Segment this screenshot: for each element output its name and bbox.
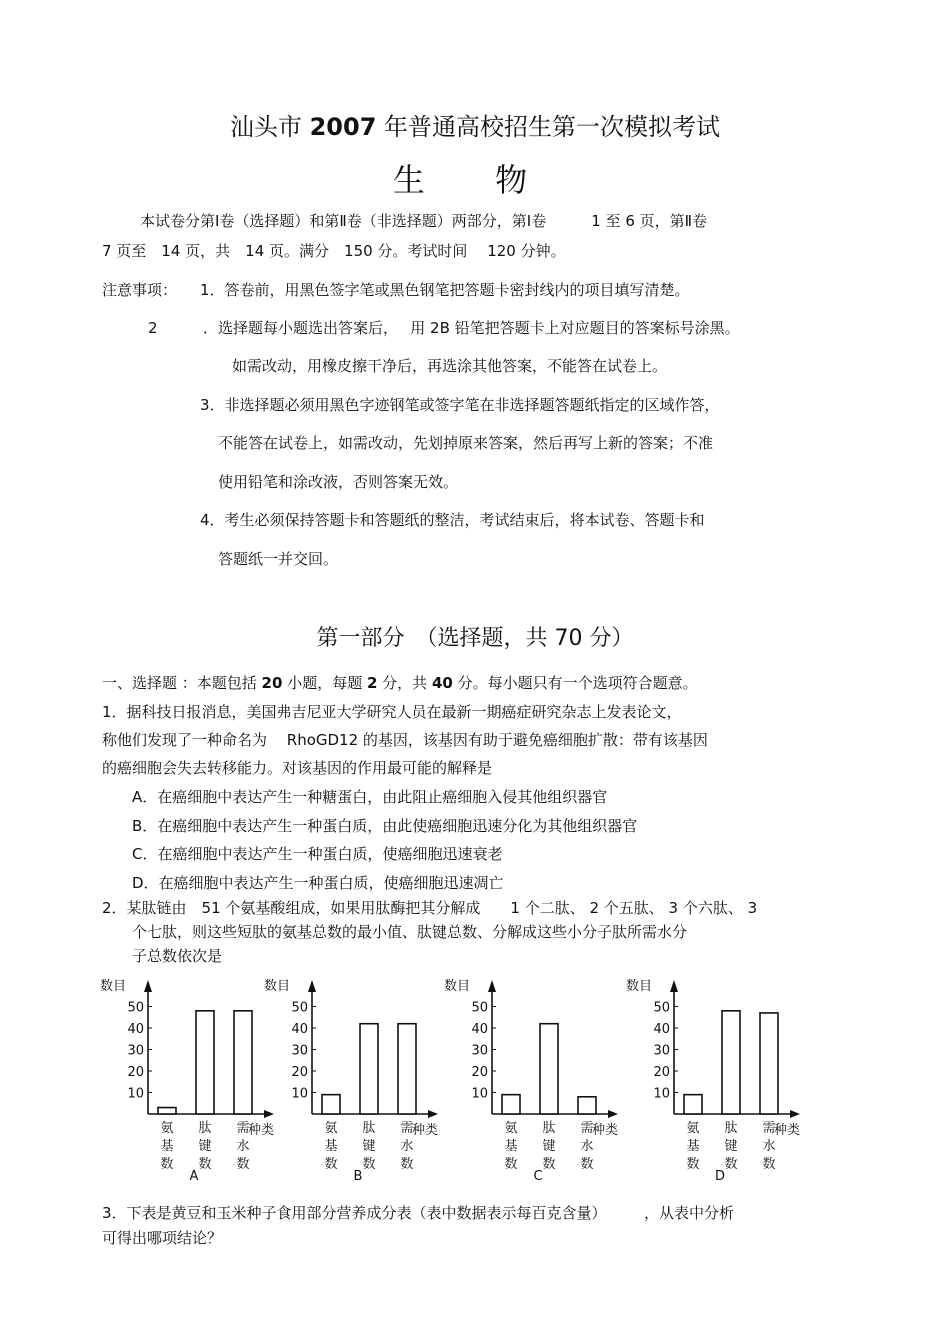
instr-points-total: 40 bbox=[431, 674, 453, 692]
chart-svg bbox=[624, 972, 824, 1182]
y-tick-label: 50 bbox=[471, 1000, 488, 1016]
x-tick-label: 肽键数 bbox=[724, 1121, 738, 1172]
y-tick-label: 20 bbox=[471, 1065, 488, 1080]
y-tick-label: 30 bbox=[291, 1043, 308, 1059]
note-1: 1．答卷前，用黑色签字笔或黑色钢笔把答题卡密封线内的项目填写清楚。 bbox=[200, 281, 690, 299]
bar bbox=[322, 1095, 340, 1114]
bar bbox=[760, 1013, 778, 1114]
y-tick-label: 40 bbox=[291, 1022, 308, 1037]
y-tick-label: 10 bbox=[291, 1086, 308, 1102]
q2-stem-3: 子总数依次是 bbox=[132, 947, 223, 965]
note-3: 3．非选择题必须用黑色字迹钢笔或签字笔在非选择题答题纸指定的区域作答， bbox=[200, 396, 720, 414]
y-tick-label: 10 bbox=[471, 1086, 488, 1102]
y-axis-label: 数目 bbox=[264, 979, 291, 994]
chart-c bbox=[442, 972, 642, 1182]
y-tick-label: 10 bbox=[127, 1086, 144, 1102]
x-axis-label: 种类 bbox=[412, 1123, 439, 1138]
y-tick-label: 40 bbox=[471, 1022, 488, 1037]
chart-caption: B bbox=[353, 1169, 363, 1184]
bar bbox=[684, 1095, 702, 1114]
y-axis-arrow bbox=[308, 980, 316, 992]
x-axis-arrow bbox=[608, 1110, 618, 1118]
bar bbox=[158, 1108, 176, 1114]
x-tick-label: 肽键数 bbox=[542, 1121, 556, 1172]
q1-stem-3: 的癌细胞会失去转移能力。对该基因的作用最可能的解释是 bbox=[102, 759, 493, 777]
chart-caption: C bbox=[533, 1169, 543, 1184]
note-2: ．选择题每小题选出答案后， 用 2B 铅笔把答题卡上对应题目的答案标号涂黑。 bbox=[203, 319, 740, 337]
bar bbox=[722, 1011, 740, 1114]
y-axis-label: 数目 bbox=[626, 979, 653, 994]
y-tick-label: 30 bbox=[127, 1043, 144, 1059]
chart-d bbox=[624, 972, 824, 1182]
bar bbox=[398, 1024, 416, 1114]
note-3-cont-1: 不能答在试卷上，如需改动，先划掉原来答案，然后再写上新的答案；不准 bbox=[218, 434, 714, 452]
x-tick-label: 肽键数 bbox=[198, 1121, 212, 1172]
q1-stem-1: 1．据科技日报消息，美国弗吉尼亚大学研究人员在最新一期癌症研究杂志上发表论文， bbox=[102, 703, 682, 721]
y-tick-label: 50 bbox=[653, 1000, 670, 1016]
note-2-number: 2 bbox=[148, 319, 158, 337]
instr-part-c: 分，共 bbox=[377, 674, 432, 692]
note-4: 4．考生必须保持答题卡和答题纸的整洁，考试结束后，将本试卷、答题卡和 bbox=[200, 511, 705, 529]
y-tick-label: 40 bbox=[127, 1022, 144, 1037]
exam-title bbox=[0, 112, 950, 142]
exam-title-city: 汕头市 bbox=[229, 113, 302, 141]
instr-part-d: 分。每小题只有一个选项符合题意。 bbox=[452, 674, 698, 692]
y-tick-label: 50 bbox=[291, 1000, 308, 1016]
x-tick-label: 需水数 bbox=[400, 1121, 414, 1172]
x-tick-label: 需水数 bbox=[762, 1121, 776, 1172]
y-tick-label: 30 bbox=[471, 1043, 488, 1059]
x-tick-label: 氨基数 bbox=[324, 1121, 338, 1172]
bar bbox=[234, 1011, 252, 1114]
q1-option-a: A．在癌细胞中表达产生一种糖蛋白，由此阻止癌细胞入侵其他组织器官 bbox=[132, 788, 608, 806]
x-axis-arrow bbox=[790, 1110, 800, 1118]
bar bbox=[360, 1024, 378, 1114]
y-axis-label: 数目 bbox=[444, 979, 471, 994]
intro-line-2: 7 页至 14 页，共 14 页。满分 150 分。考试时间 120 分钟。 bbox=[102, 242, 566, 260]
chart-svg bbox=[262, 972, 462, 1182]
notes-label: 注意事项： bbox=[102, 281, 178, 299]
instr-question-count: 20 bbox=[261, 674, 283, 692]
x-tick-label: 氨基数 bbox=[686, 1121, 700, 1172]
bar bbox=[502, 1095, 520, 1114]
q2-stem-1: 2．某肽链由 51 个氨基酸组成，如果用肽酶把其分解成 1 个二肽、 2 个五肽、 3 个六肽、 3 bbox=[102, 899, 758, 917]
y-axis-label: 数目 bbox=[100, 979, 127, 994]
x-axis-label: 种类 bbox=[592, 1123, 619, 1138]
y-tick-label: 20 bbox=[291, 1065, 308, 1080]
chart-caption: A bbox=[189, 1169, 199, 1184]
note-4-cont: 答题纸一并交回。 bbox=[218, 550, 339, 568]
section-instructions bbox=[102, 673, 698, 693]
x-tick-label: 肽键数 bbox=[362, 1121, 376, 1172]
instr-part-b: 小题，每题 bbox=[282, 674, 367, 692]
chart-b bbox=[262, 972, 462, 1182]
intro-line-1: 本试卷分第Ⅰ卷（选择题）和第Ⅱ卷（非选择题）两部分，第Ⅰ卷 1 至 6 页，第Ⅱ卷 bbox=[140, 212, 708, 230]
chart-caption: D bbox=[714, 1169, 726, 1184]
y-tick-label: 20 bbox=[127, 1065, 144, 1080]
y-tick-label: 50 bbox=[127, 1000, 144, 1016]
q1-option-b: B．在癌细胞中表达产生一种蛋白质，由此使癌细胞迅速分化为其他组织器官 bbox=[132, 817, 638, 835]
y-axis-arrow bbox=[670, 980, 678, 992]
note-2-cont: 如需改动，用橡皮擦干净后，再选涂其他答案，不能答在试卷上。 bbox=[232, 357, 668, 375]
x-axis-label: 种类 bbox=[248, 1123, 275, 1138]
bar bbox=[540, 1024, 558, 1114]
q1-option-c: C．在癌细胞中表达产生一种蛋白质，使癌细胞迅速衰老 bbox=[132, 845, 503, 863]
q2-stem-2: 个七肽，则这些短肽的氨基总数的最小值、肽键总数、分解成这些小分子肽所需水分 bbox=[132, 923, 688, 941]
y-axis-arrow bbox=[488, 980, 496, 992]
exam-title-year: 2007 bbox=[309, 113, 377, 141]
instr-points-each: 2 bbox=[366, 674, 378, 692]
y-tick-label: 40 bbox=[653, 1022, 670, 1037]
subject-title: 生 物 bbox=[392, 161, 558, 199]
bar bbox=[578, 1097, 596, 1114]
section-title: 第一部分 （选择题，共 70 分） bbox=[316, 626, 634, 651]
bar bbox=[196, 1011, 214, 1114]
y-axis-arrow bbox=[144, 980, 152, 992]
q1-stem-2: 称他们发现了一种命名为 RhoGD12 的基因，该基因有助于避免癌细胞扩散：带有该基因 bbox=[102, 731, 708, 749]
x-tick-label: 需水数 bbox=[580, 1121, 594, 1172]
chart-svg bbox=[442, 972, 642, 1182]
y-tick-label: 20 bbox=[653, 1065, 670, 1080]
x-tick-label: 氨基数 bbox=[160, 1121, 174, 1172]
q1-option-d: D．在癌细胞中表达产生一种蛋白质，使癌细胞迅速凋亡 bbox=[132, 874, 504, 892]
x-axis-label: 种类 bbox=[774, 1123, 801, 1138]
x-axis-arrow bbox=[428, 1110, 438, 1118]
instr-part-a: 一、选择题 ：本题包括 bbox=[102, 674, 262, 692]
q3-stem-1: 3．下表是黄豆和玉米种子食用部分营养成分表（表中数据表示每百克含量） ，从表中分析 bbox=[102, 1204, 735, 1222]
x-tick-label: 氨基数 bbox=[504, 1121, 518, 1172]
x-tick-label: 需水数 bbox=[236, 1121, 250, 1172]
q3-stem-2: 可得出哪项结论？ bbox=[102, 1229, 223, 1247]
note-3-cont-2: 使用铅笔和涂改液，否则答案无效。 bbox=[218, 473, 459, 491]
y-tick-label: 10 bbox=[653, 1086, 670, 1102]
y-tick-label: 30 bbox=[653, 1043, 670, 1059]
exam-title-rest: 年普通高校招生第一次模拟考试 bbox=[384, 113, 721, 141]
